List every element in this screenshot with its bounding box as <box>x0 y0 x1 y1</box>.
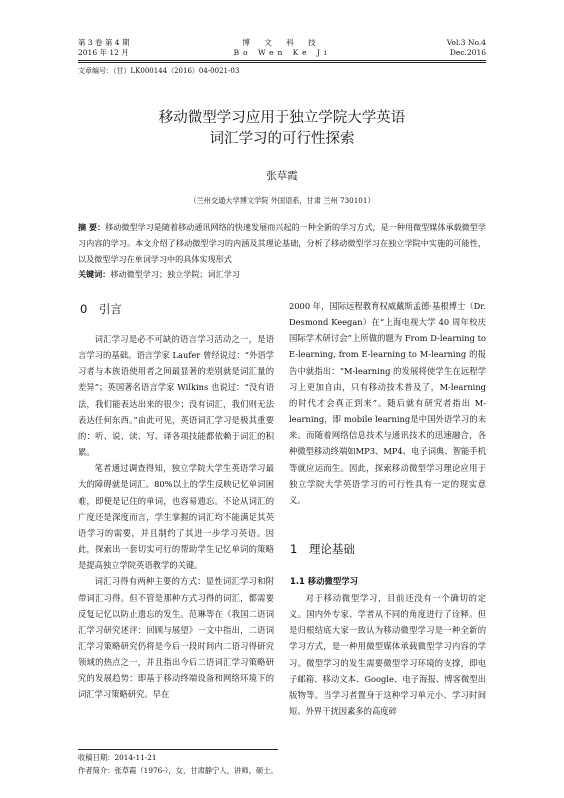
journal-name: 博 文 科 技 <box>242 38 322 47</box>
abstract <box>78 219 486 267</box>
header-rule <box>78 60 486 61</box>
keywords <box>78 267 486 281</box>
article-number: 文章编号：（甘）LK000144（2016）04-0021-03 <box>78 67 240 75</box>
right-column-top <box>289 298 486 508</box>
paragraph: 词汇习得有两种主要的方式：显性词汇学习和附带词汇习得。但不管是那种方式习得的词汇，都需要反复记忆以防止遗忘的发生。范琳等在《我国二语词汇学习研究述评：回顾与展望》一文中指出，二语词汇学习策略研究仍将是今后一段时间内二语习得研究领域的热点之一，并且指出今后二语词汇学习策略研究的发展趋势：即基于移动终端设备和网络环境下的词汇学习策略研究。早在 <box>78 576 274 700</box>
paper-title <box>0 108 564 150</box>
footnote <box>78 751 486 777</box>
section-heading-theory: 1 理论基础 <box>290 542 355 556</box>
abstract-text: 移动微型学习是随着移动通讯网络的快速发展而兴起的一种全新的学习方式，是一种用微型媒体承载微型学习内容的学习。本文介绍了移动微型学习的内涵及其理论基础，分析了移动微型学习在独立学院中实施的可能性，以及微型学习在单词学习中的具体实现形式 <box>78 222 486 264</box>
author-affiliation: （兰州交通大学博文学院 外国语系，甘肃 兰州 730101） <box>189 196 375 205</box>
right-column-bottom <box>289 590 486 719</box>
author-bio: 作者简介：张草霞（1976-），女，甘肃静宁人，讲师，硕士。 <box>78 766 278 775</box>
header-rule-thin <box>78 62 486 63</box>
paper-title-line2: 词汇学习的可行性探索 <box>209 131 355 147</box>
journal-volume-issue-en: Vol.3 No.4 Dec.2016 <box>446 38 486 57</box>
left-column <box>78 331 274 703</box>
abstract-label: 摘 要： <box>78 222 106 232</box>
section-heading-introduction: 0 引言 <box>80 302 122 316</box>
keywords-label: 关键词： <box>78 269 111 279</box>
paper-title-line1: 移动微型学习应用于独立学院大学英语 <box>158 110 406 126</box>
paragraph: 2000 年，国际远程教育权威戴斯孟德·基根博士（Dr. Desmond Keegan）在“上海电视大学 40 周年校庆国际学术研讨会”上所做的题为 From D-learning to E-learning, from E-learning to M-learning 的报告中就指出：“M-learning 的发展将使学生在远程学习上更加自由，只有移动技术普及了，M-learning 的时代才会真正到来”。随后就有研究者指出 M-learning，即 mobile learning是中国外语学习的未来。而随着网络信息技术与通讯技术的迅速融合，各种微型移动终端如MP3、MP4、电子词典、智能手机等就应运而生。因此，探索移动微型学习理论应用于独立学院大学英语学习的可行性具有一定的现实意义。 <box>289 301 486 505</box>
paper-author: 张草霞 <box>266 170 298 182</box>
journal-name-pinyin: Bo Wen Ke Ji <box>233 48 331 57</box>
subsection-heading-mobile-microlearning: 1.1 移动微型学习 <box>290 576 359 586</box>
received-date: 收稿日期：2014-11-21 <box>78 753 157 762</box>
paragraph: 笔者通过调查得知，独立学院大学生英语学习最大的障碍就是词汇。80%以上的学生反映记忆单词困难，即便是记住的单词，也容易遗忘。不论从词汇的广度还是深度而言，学生掌握的词汇均不能满足其英语学习的需要，并且制约了其进一步学习英语。因此，探索出一套切实可行的帮助学生记忆单词的策略是提高独立学院英语教学的关键。 <box>78 463 274 571</box>
journal-volume-issue: 第 3 卷 第 4 期 2016 年 12 月 <box>78 38 130 57</box>
paragraph: 词汇学习是必不可缺的语言学习活动之一，是语言学习的基础。语言学家 Laufer 曾经说过：“外语学习者与本族语使用者之间最显著的差别就是词汇量的差异”；英国著名语言学家 Wilkins 也说过：“没有语法，我们能表达出来的很少；没有词汇，我们则无法表达任何东西。”由此可见，英语词汇学习是极其重要的：听、说、读、写、译各项技能都依赖于词汇的积累。 <box>78 334 274 458</box>
paragraph: 对于移动微型学习，目前还没有一个确切的定义。国内外专家、学者从不同的角度进行了诠释。但是归根结底大家一致认为移动微型学习是一种全新的学习方式，是一种用微型媒体承载微型学习内容的学习。微型学习的发生需要微型学习环境的支撑，即电子邮箱、移动文本、Google、电子海报、博客微型出版物等。当学习者置身于这种学习单元小、学习时间短、外界干扰因素多的高度碎 <box>289 593 486 717</box>
keywords-text: 移动微型学习；独立学院；词汇学习 <box>110 269 240 279</box>
footnote-rule <box>78 749 278 750</box>
